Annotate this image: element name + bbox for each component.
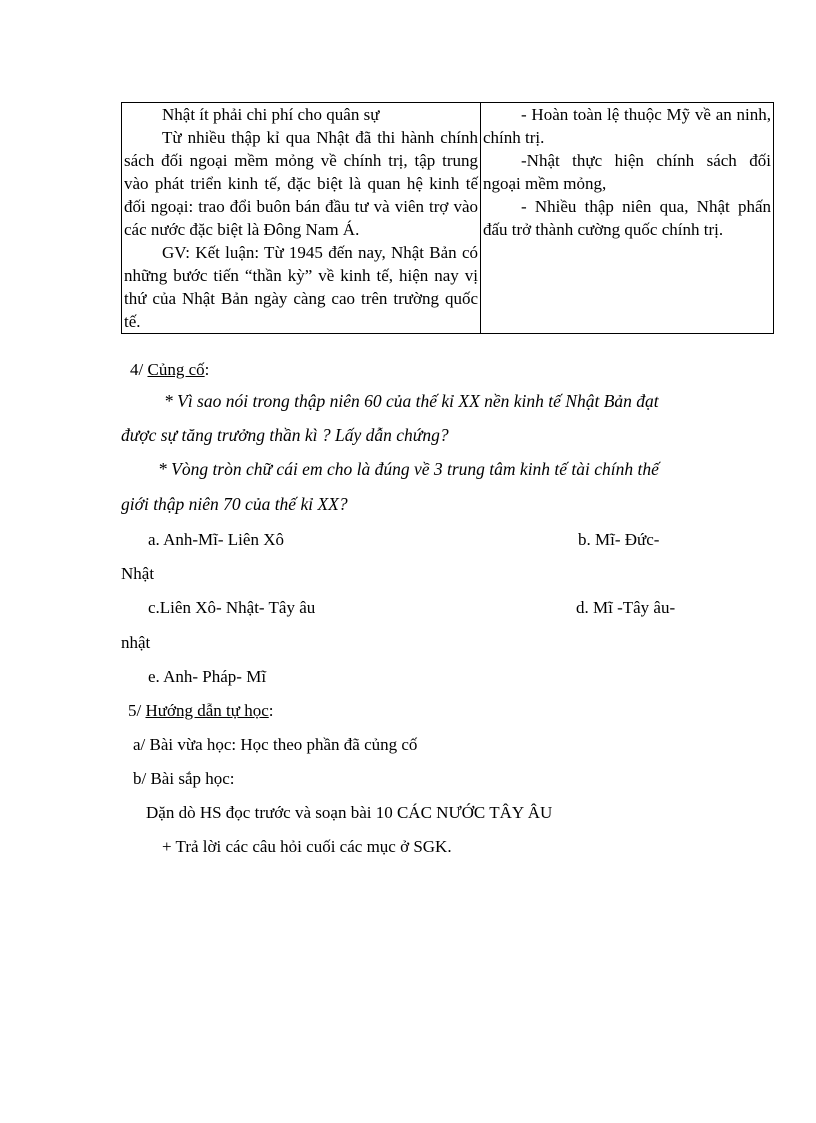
table-paragraph: Từ nhiều thập kỉ qua Nhật đã thi hành chính sách đối ngoại mềm mỏng về chính trị, tập trung vào phát triển kinh tế, đặc biệt là quan hệ kinh tế đối ngoại: trao đổi buôn bán đầu tư và viên trợ vào các nước đặc biệt là Đông Nam Á.	[124, 128, 478, 239]
table-paragraph: - Hoàn toàn lệ thuộc Mỹ về an ninh, chính trị.	[483, 105, 771, 147]
lesson-table	[121, 102, 774, 334]
content-cell	[481, 103, 774, 334]
option-c: c.Liên Xô- Nhật- Tây âu	[148, 598, 316, 617]
section-title: Củng cố	[147, 360, 205, 379]
table-paragraph: -Nhật thực hiện chính sách đối ngoại mềm mỏng,	[483, 151, 771, 193]
section-4-heading	[130, 358, 209, 381]
question-1-line-2: được sự tăng trưởng thần kì ? Lấy dẫn chứng?	[121, 425, 449, 445]
table-paragraph: - Nhiều thập niên qua, Nhật phấn đấu trở thành cường quốc chính trị.	[483, 197, 771, 239]
option-b-continued: Nhật	[121, 564, 155, 583]
self-study-a: a/ Bài vừa học: Học theo phần đã củng cố	[133, 735, 418, 754]
option-e: e. Anh- Pháp- Mĩ	[148, 667, 267, 686]
section-title: Hướng dẫn tự học	[145, 701, 269, 720]
table-paragraph: Nhật ít phải chi phí cho quân sự	[162, 105, 380, 124]
table-row	[122, 103, 774, 334]
self-study-b-2: + Trả lời các câu hỏi cuối các mục ở SGK.	[162, 837, 452, 856]
option-d-continued: nhật	[121, 633, 151, 652]
question-1-line-1: * Vì sao nói trong thập niên 60 của thế kỉ XX nền kinh tế Nhật Bản đạt	[164, 391, 659, 411]
question-2-line-1: * Vòng tròn chữ cái em cho là đúng về 3 trung tâm kinh tế tài chính thế	[158, 459, 659, 479]
option-a: a. Anh-Mĩ- Liên Xô	[148, 530, 284, 549]
option-d: d. Mĩ -Tây âu-	[576, 598, 676, 617]
section-5-heading	[128, 699, 273, 722]
section-colon: :	[204, 360, 210, 379]
self-study-b-1: Dặn dò HS đọc trước và soạn bài 10 CÁC NƯỚC TÂY ÂU	[146, 803, 553, 822]
teacher-activity-cell	[122, 103, 481, 334]
section-colon: :	[268, 701, 274, 720]
section-number: 5/	[128, 701, 146, 720]
section-number: 4/	[130, 360, 148, 379]
table-paragraph: GV: Kết luận: Từ 1945 đến nay, Nhật Bản có những bước tiến “thần kỳ” về kinh tế, hiện nay vị thứ của Nhật Bản ngày càng cao trên trường quốc tế.	[124, 243, 478, 331]
self-study-b: b/ Bài sắp học:	[133, 769, 235, 788]
question-2-line-2: giới thập niên 70 của thế kỉ XX?	[121, 494, 348, 514]
option-b: b. Mĩ- Đức-	[578, 530, 660, 549]
